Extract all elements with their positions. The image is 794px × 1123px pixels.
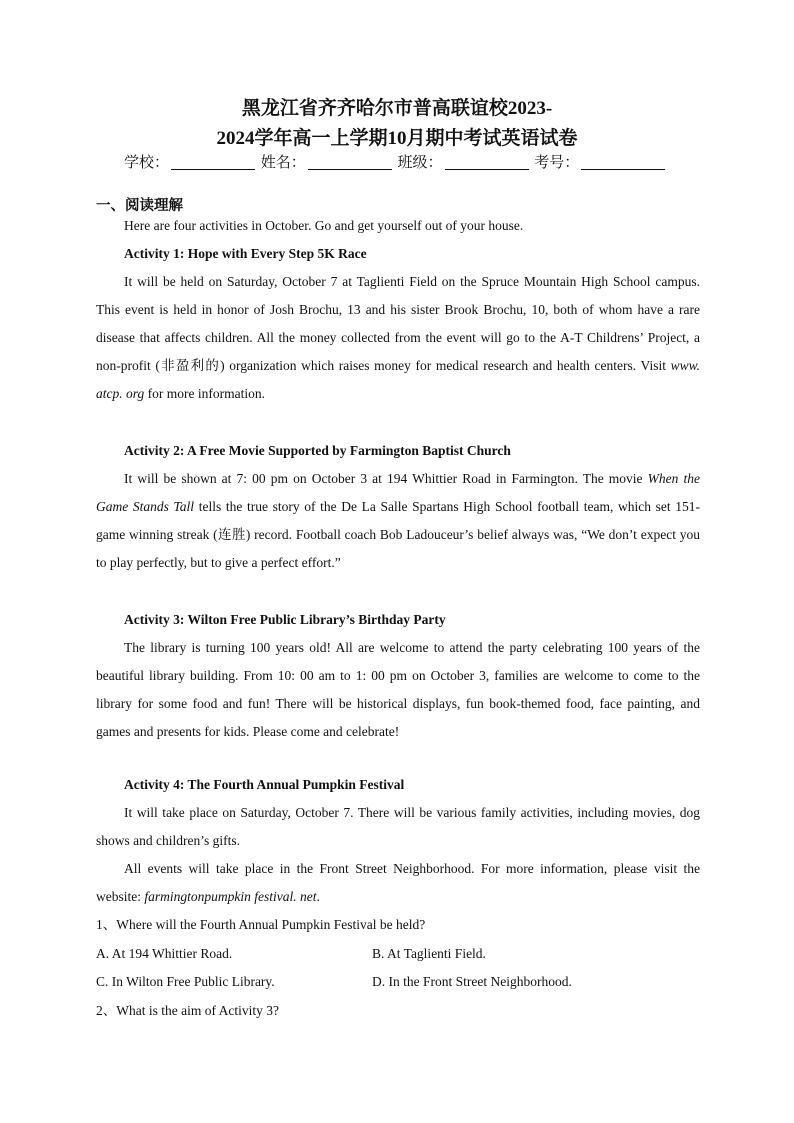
exam-title-line2: 2024学年高一上学期10月期中考试英语试卷: [216, 128, 578, 149]
student-info-row: [124, 153, 667, 173]
intro-text: Here are four activities in October. Go and get yourself out of your house.: [124, 218, 524, 233]
number-label: 考号：: [534, 155, 580, 171]
activity1-paragraph: It will be held on Saturday, October 7 at Taglienti Field on the Spruce Mountain High School campus. This event is held in honor of Josh Brochu, 13 and his sister Brook Brochu, 10, both of whom have a rare disease that affects children. All the money collected from the event will go to the A-T Childrens’ Project, a non-profit (非盈利的) organization which raises money for medical research and health centers. Visit www. atcp. org for more information.: [96, 274, 700, 401]
activity4-heading: Activity 4: The Fourth Annual Pumpkin Festival: [124, 777, 405, 792]
intro-paragraph: [96, 212, 700, 240]
name-blank[interactable]: [308, 155, 392, 170]
activity3-heading: Activity 3: Wilton Free Public Library’s Birthday Party: [124, 612, 446, 627]
festival-link[interactable]: farmingtonpumpkin festival. net: [144, 889, 317, 904]
activity2-heading: Activity 2: A Free Movie Supported by Farmington Baptist Church: [124, 443, 511, 458]
class-label: 班级：: [397, 155, 443, 171]
school-blank[interactable]: [171, 155, 255, 170]
q1-option-b[interactable]: B. At Taglienti Field.: [372, 946, 486, 961]
question-2-stem: 2、What is the aim of Activity 3?: [96, 1003, 279, 1018]
q1-option-a[interactable]: A. At 194 Whittier Road.: [96, 946, 233, 961]
q1-option-d[interactable]: D. In the Front Street Neighborhood.: [372, 974, 572, 989]
activity2-paragraph: It will be shown at 7: 00 pm on October 3 at 194 Whittier Road in Farmington. The movie When the Game Stands Tall tells the true story of the De La Salle Spartans High School football team, which set 151-game winning streak (连胜) record. Football coach Bob Ladouceur’s belief always was, “We don’t expect you to play perfectly, but to give a perfect effort.”: [96, 471, 700, 570]
number-blank[interactable]: [581, 155, 665, 170]
closing-paragraph: All events will take place in the Front Street Neighborhood. For more information, please visit the website: farmingtonpumpkin festival. net.: [96, 861, 700, 904]
name-label: 姓名：: [260, 155, 306, 171]
atcp-link[interactable]: www. atcp. org: [96, 358, 700, 401]
question-1-stem: 1、Where will the Fourth Annual Pumpkin Festival be held?: [96, 917, 426, 932]
section-title: 一、阅读理解: [96, 198, 183, 214]
school-label: 学校：: [124, 155, 170, 171]
movie-title: When the Game Stands Tall: [96, 471, 700, 514]
activity3-paragraph: The library is turning 100 years old! All are welcome to attend the party celebrating 100 years of the beautiful library building. From 10: 00 am to 1: 00 pm on October 3, families are welcome to come to the library for some food and fun! There will be historical displays, fun book-themed food, face painting, and games and presents for kids. Please come and celebrate!: [96, 640, 700, 739]
class-blank[interactable]: [445, 155, 529, 170]
exam-title-line1: 黑龙江省齐齐哈尔市普高联谊校2023-: [241, 98, 553, 119]
activity4-paragraph: It will take place on Saturday, October 7. There will be various family activities, including movies, dog shows and children’s gifts.: [96, 805, 700, 848]
activity1-heading: Activity 1: Hope with Every Step 5K Race: [124, 246, 367, 261]
q1-option-c[interactable]: C. In Wilton Free Public Library.: [96, 974, 275, 989]
